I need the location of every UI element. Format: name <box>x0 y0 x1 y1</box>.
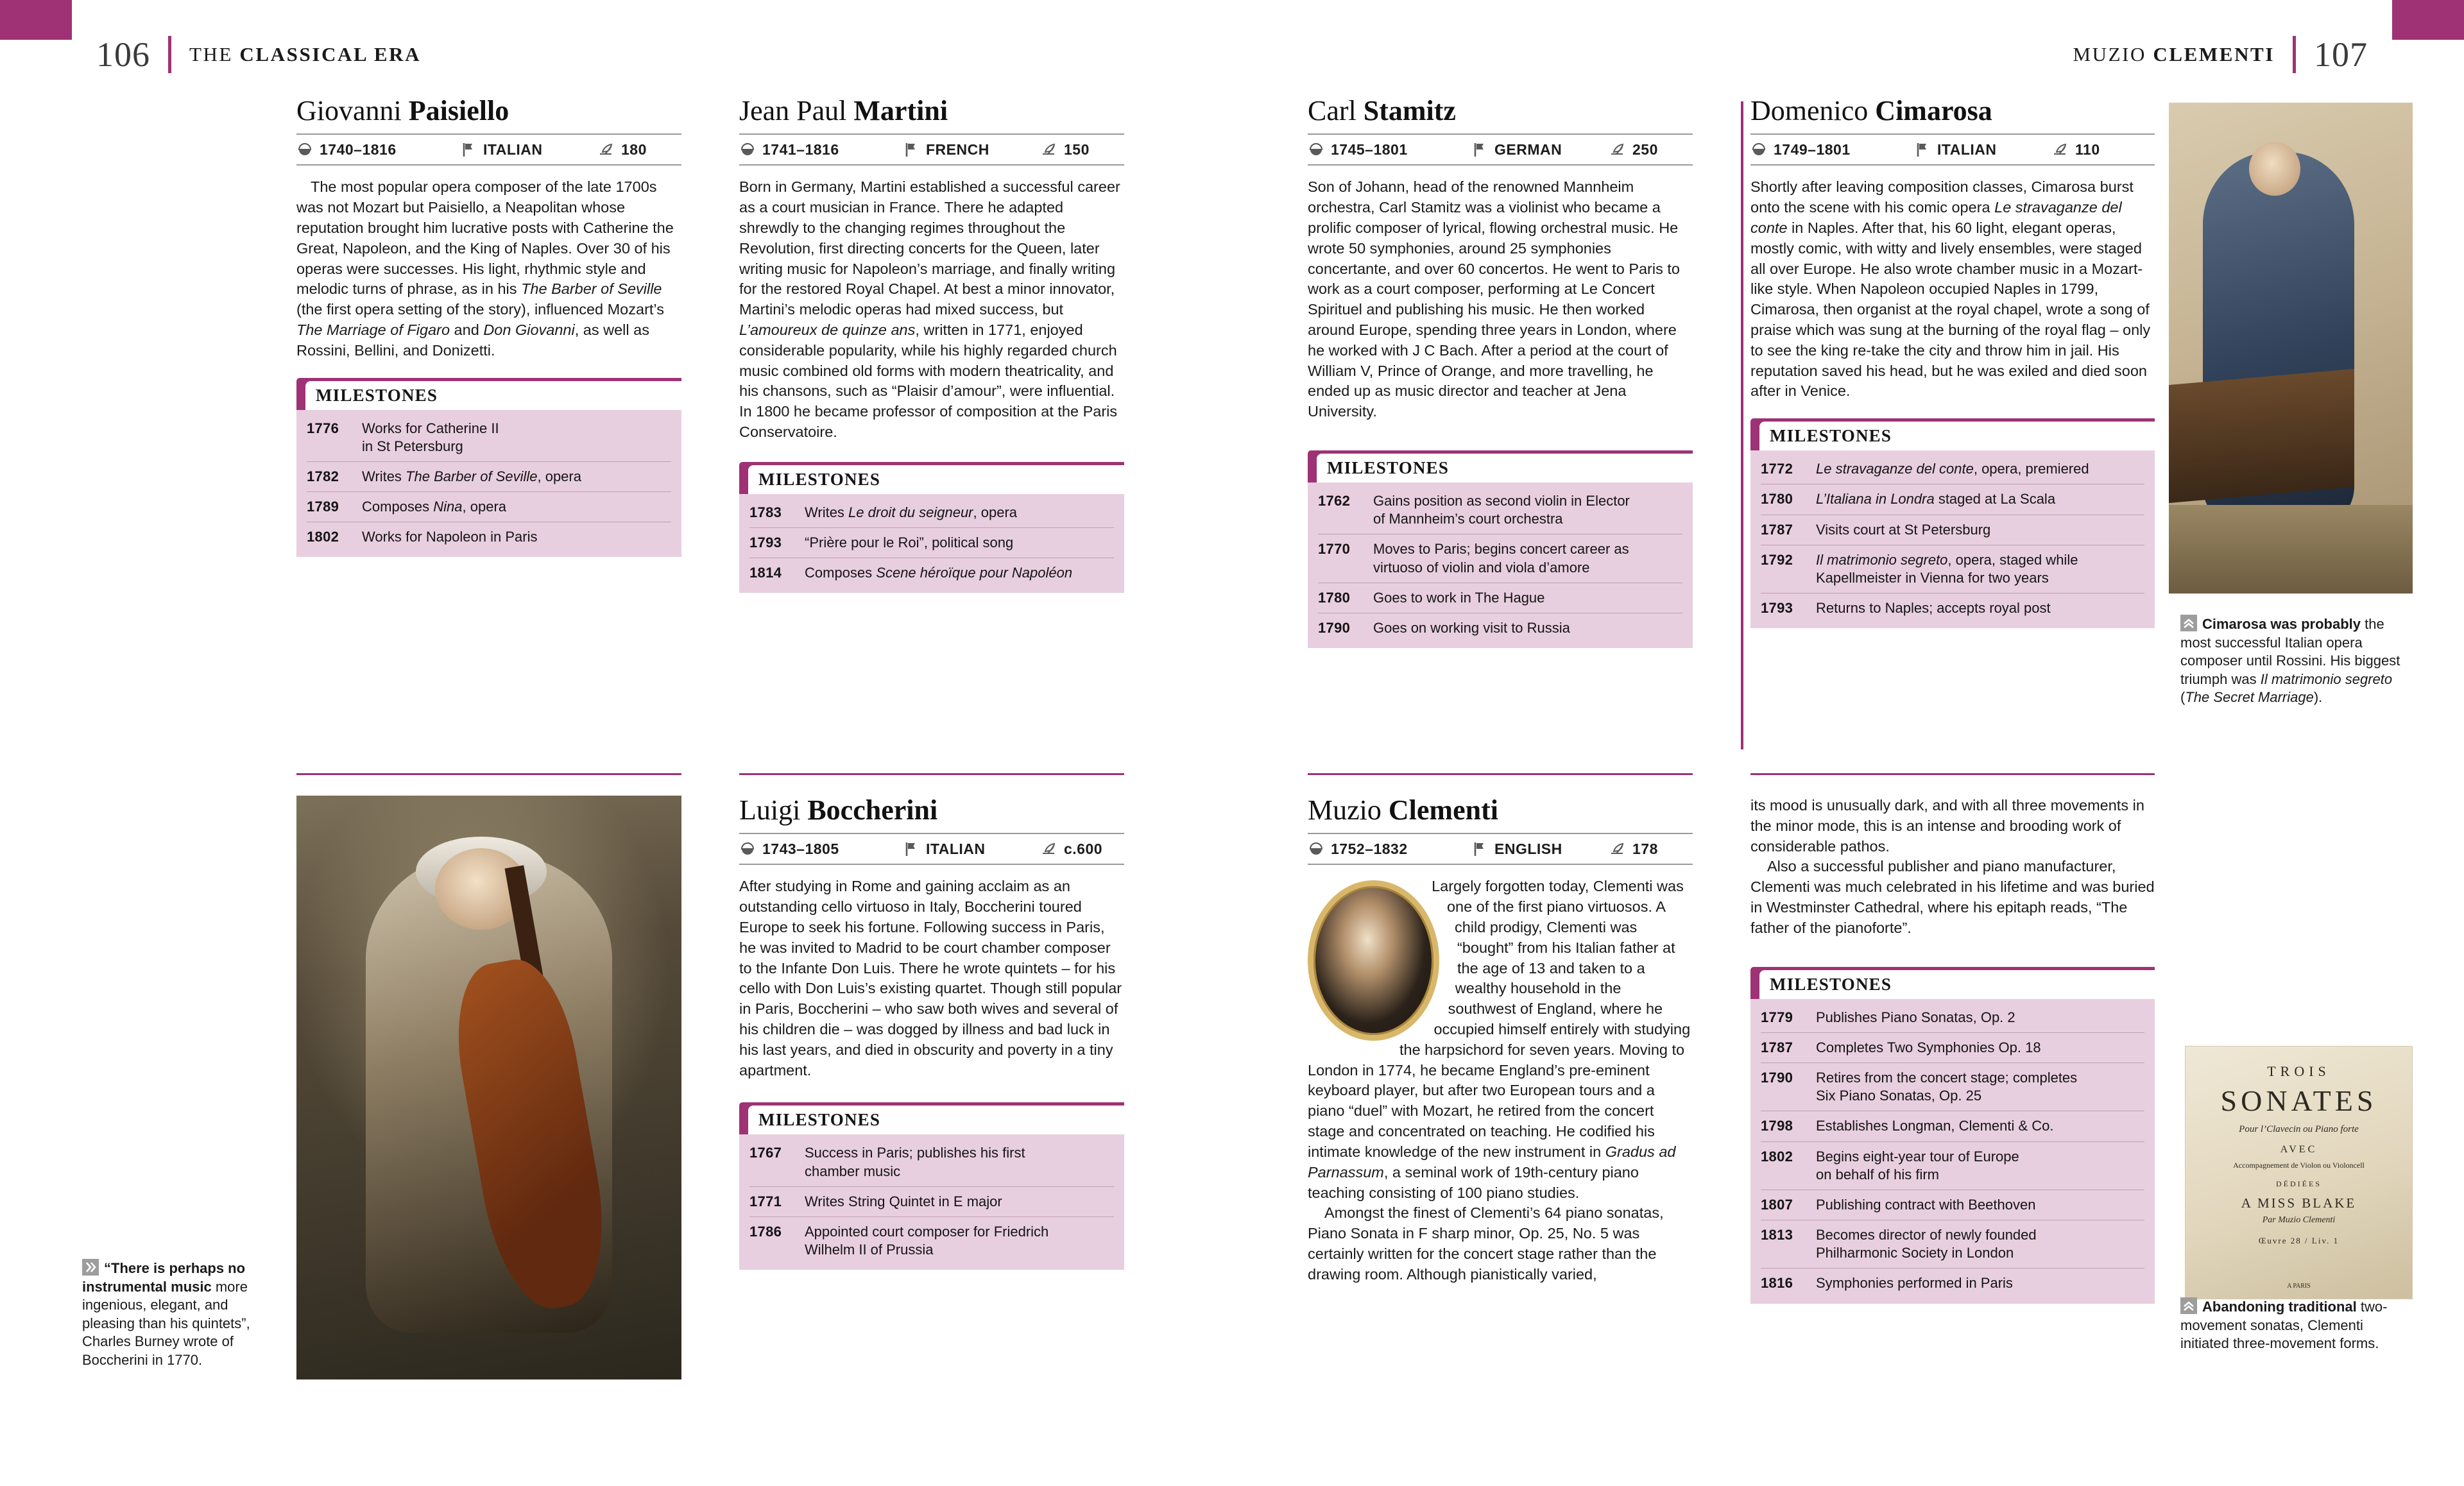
milestone-text: Begins eight-year tour of Europe on behalf of his firm <box>1816 1148 2019 1183</box>
milestones-list <box>1750 450 2155 628</box>
milestone-row <box>307 414 671 461</box>
milestone-year: 1790 <box>1318 619 1351 636</box>
milestones-list <box>1308 483 1693 648</box>
milestone-year: 1771 <box>749 1193 782 1209</box>
milestone-text: Gains position as second violin in Elector of Mannheim’s court orchestra <box>1373 493 1630 527</box>
globe-icon <box>1308 141 1324 158</box>
milestones-list <box>739 1134 1124 1270</box>
milestones-title: MILESTONES <box>758 1110 881 1130</box>
meta-rule-bottom <box>1308 864 1693 865</box>
bio-text-3: its mood is unusually dark, and with all three movements in the minor mode, this is an intense and brooding work of considerable pathos. <box>1750 797 2144 855</box>
milestones-list <box>296 410 681 558</box>
milestone-row <box>1761 1111 2144 1141</box>
milestones-title: MILESTONES <box>1327 458 1450 478</box>
meta-dates-text: 1743–1805 <box>762 840 839 857</box>
meta-rule-bottom <box>739 864 1124 865</box>
milestone-row <box>749 527 1114 558</box>
plate-line-6: DÉDIÉES <box>2276 1179 2322 1188</box>
meta-works-text: 180 <box>621 141 647 158</box>
milestones-box <box>1308 450 1693 648</box>
milestone-row <box>1761 454 2144 484</box>
milestones-header <box>739 1102 1124 1134</box>
globe-icon <box>1308 841 1324 857</box>
milestone-row <box>1318 534 1682 582</box>
flag-icon <box>1471 841 1488 857</box>
composer-bio <box>1308 177 1693 422</box>
milestones-header <box>1308 450 1693 483</box>
milestones-box <box>739 1102 1124 1270</box>
milestone-year: 1780 <box>1318 589 1351 606</box>
plate-line-5: Accompagnement de Violon ou Violoncell <box>2233 1161 2365 1170</box>
plate-line-1: TROIS <box>2267 1063 2331 1079</box>
caption-sonatas-text: Abandoning traditional two-movement sonatas, Clementi initiated three-movement forms. <box>2180 1299 2388 1352</box>
milestone-text: Composes Scene héroïque pour Napoléon <box>805 565 1073 581</box>
milestone-text: Success in Paris; publishes his first chamber music <box>805 1145 1025 1179</box>
meta-dates <box>296 141 460 158</box>
meta-works-text: c.600 <box>1064 840 1103 857</box>
milestone-year: 1814 <box>749 565 782 581</box>
milestone-text: Publishing contract with Beethoven <box>1816 1196 2036 1213</box>
section-divider-right2 <box>1750 773 2155 775</box>
folio-right: 107 <box>2314 35 2368 74</box>
flag-icon <box>1471 141 1488 158</box>
milestone-text: Becomes director of newly founded Philharmonic Society in London <box>1816 1227 2037 1261</box>
meta-dates-text: 1749–1801 <box>1774 141 1851 158</box>
entry-martini <box>739 96 1124 593</box>
meta-nationality <box>903 141 1041 158</box>
quill-icon <box>2052 141 2069 158</box>
milestone-text: Retires from the concert stage; completes Six Piano Sonatas, Op. 25 <box>1816 1070 2078 1104</box>
meta-works <box>2052 141 2155 158</box>
bio-text-2: Amongst the finest of Clementi’s 64 piano sonatas, Piano Sonata in F sharp minor, Op. 25, No. 5 was certainly written for the concert stage rather than the drawing room. Although pianistically varied, <box>1308 1204 1664 1283</box>
runhead-title-right <box>2073 43 2275 66</box>
milestone-text: Writes Le droit du seigneur, opera <box>805 504 1018 520</box>
runhead-left-light: THE <box>189 43 240 65</box>
composer-name <box>1308 796 1693 825</box>
milestone-year: 1792 <box>1761 551 1793 568</box>
meta-works <box>598 141 681 158</box>
meta-nationality <box>1914 141 2052 158</box>
milestone-text: Works for Catherine II in St Petersburg <box>362 420 499 454</box>
milestone-text: Visits court at St Petersburg <box>1816 521 1991 538</box>
runhead-right-bold: CLEMENTI <box>2153 43 2275 65</box>
entry-boccherini <box>739 796 1124 1270</box>
composer-lastname: Stamitz <box>1363 95 1456 126</box>
quill-icon <box>1609 141 1626 158</box>
caption-cimarosa-text: Cimarosa was probably the most successful Italian opera composer until Rossini. His biggest triumph was Il matrimonio segreto (The Secret Marriage). <box>2180 616 2400 706</box>
runhead-rule-left <box>168 36 171 73</box>
milestones-list <box>739 494 1124 593</box>
milestone-row <box>1761 1032 2144 1063</box>
meta-nationality <box>460 141 598 158</box>
milestone-text: Returns to Naples; accepts royal post <box>1816 600 2051 617</box>
milestone-text: “Prière pour le Roi”, political song <box>805 534 1014 551</box>
milestone-row <box>1761 484 2144 514</box>
milestone-year: 1816 <box>1761 1275 1793 1292</box>
meta-works <box>1609 141 1693 158</box>
composer-firstname: Luigi <box>739 794 808 826</box>
milestone-year: 1780 <box>1761 491 1793 508</box>
flag-icon <box>903 141 920 158</box>
milestone-row <box>749 1186 1114 1217</box>
milestone-text: Publishes Piano Sonatas, Op. 2 <box>1816 1009 2015 1025</box>
milestone-year: 1770 <box>1318 541 1351 558</box>
milestone-text: Il matrimonio segreto, opera, staged while Kapellmeister in Vienna for two years <box>1816 551 2078 586</box>
quill-icon <box>1041 141 1057 158</box>
milestones-title: MILESTONES <box>758 469 881 489</box>
runhead-title-left <box>189 43 421 66</box>
milestone-text: Establishes Longman, Clementi & Co. <box>1816 1118 2054 1134</box>
milestone-text: Le stravaganze del conte, opera, premiered <box>1816 461 2089 477</box>
caption-sonatas <box>2180 1297 2392 1353</box>
entry-clementi <box>1308 796 1693 1285</box>
runhead-right <box>2073 33 2368 76</box>
milestone-row <box>749 498 1114 527</box>
composer-firstname: Giovanni <box>296 95 409 126</box>
milestone-row <box>749 1138 1114 1186</box>
meta-nationality <box>903 841 1041 858</box>
milestone-text: Writes The Barber of Seville, opera <box>362 468 581 484</box>
section-divider-right <box>1308 773 1693 775</box>
milestone-row <box>1761 1190 2144 1220</box>
meta-rule-bottom <box>739 164 1124 166</box>
portrait-clementi <box>1308 880 1446 1041</box>
caption-boccherini <box>82 1259 275 1370</box>
milestone-year: 1802 <box>1761 1148 1793 1165</box>
quill-icon <box>598 141 615 158</box>
quill-icon <box>1609 841 1626 857</box>
milestone-text: Moves to Paris; begins concert career as virtuoso of violin and viola d’amore <box>1373 541 1629 576</box>
folio-left: 106 <box>96 35 150 74</box>
milestone-text: Completes Two Symphonies Op. 18 <box>1816 1039 2041 1055</box>
milestones-box <box>1750 418 2155 628</box>
composer-firstname: Jean Paul <box>739 95 854 126</box>
milestones-title: MILESTONES <box>316 385 438 405</box>
plate-line-7: A MISS BLAKE <box>2241 1195 2357 1211</box>
meta-dates-text: 1740–1816 <box>320 141 397 158</box>
milestone-row <box>1761 545 2144 593</box>
composer-name <box>1750 96 2155 126</box>
boccherini-portrait-image <box>296 796 681 1379</box>
meta-works <box>1041 841 1124 858</box>
bio-text: After studying in Rome and gaining acclaim as an outstanding cello virtuoso in Italy, Boccherini toured Europe to seek his fortune. Following success in Paris, he was invited to Madrid to be court chamber composer to the Infante Don Luis. There he wrote quintets – for his cello with Don Luis’s existing quartet. Though still popular in Paris, Boccherini – who saw both wives and several of his children die – was dogged by illness and bad luck in his last years, and died in obscurity and poverty in a tiny apartment. <box>739 878 1122 1079</box>
runhead-left <box>96 33 421 76</box>
milestone-year: 1793 <box>749 534 782 551</box>
caption-cimarosa <box>2180 615 2402 707</box>
runhead-right-light: MUZIO <box>2073 43 2153 65</box>
bio-text: Shortly after leaving composition classes, Cimarosa burst onto the scene with his comic opera Le stravaganze del conte in Naples. After that, his 60 light, elegant operas, mostly comic, with witty and lively ensembles, were staged all over Europe. He also wrote chamber music in a Mozart-like style. When Napoleon occupied Naples in 1799, Cimarosa, then organist at the royal chapel, wrote a song of praise which was sung at the burning of the royal flag – only to see the king re-take the city and throw him in jail. His reputation saved his head, but he was exiled and died soon after in Venice. <box>1750 178 2151 400</box>
meta-nationality-text: GERMAN <box>1494 141 1562 158</box>
entry-cimarosa <box>1750 96 2155 628</box>
meta-nationality-text: ENGLISH <box>1494 840 1562 857</box>
milestone-row <box>1318 613 1682 643</box>
milestone-year: 1793 <box>1761 600 1793 617</box>
composer-name <box>739 96 1124 126</box>
meta-dates-text: 1745–1801 <box>1331 141 1408 158</box>
meta-nationality <box>1471 141 1609 158</box>
plate-line-4: AVEC <box>2280 1144 2318 1155</box>
milestones-header <box>1750 418 2155 450</box>
meta-works <box>1609 841 1693 858</box>
milestones-title: MILESTONES <box>1770 974 1892 994</box>
composer-name <box>739 796 1124 825</box>
runhead-rule-right <box>2293 36 2296 73</box>
composer-meta <box>1308 834 1693 864</box>
plate-line-10: A PARIS <box>2287 1283 2311 1290</box>
composer-firstname: Domenico <box>1750 95 1876 126</box>
milestone-year: 1813 <box>1761 1227 1793 1243</box>
globe-icon <box>296 141 313 158</box>
composer-lastname: Martini <box>853 95 948 126</box>
milestone-row <box>1318 583 1682 613</box>
meta-dates-text: 1752–1832 <box>1331 840 1408 857</box>
milestone-row <box>1761 515 2144 545</box>
meta-rule-bottom <box>1750 164 2155 166</box>
milestones-box <box>1750 967 2155 1304</box>
composer-lastname: Paisiello <box>408 95 509 126</box>
corner-tab-left <box>0 0 72 40</box>
double-chevron-up-icon <box>2180 1297 2197 1314</box>
milestones-box <box>296 378 681 558</box>
composer-bio <box>739 876 1124 1080</box>
milestone-year: 1786 <box>749 1223 782 1240</box>
globe-icon <box>739 841 756 857</box>
milestone-text: L’Italiana in Londra staged at La Scala <box>1816 491 2056 508</box>
meta-works-text: 250 <box>1632 141 1658 158</box>
milestones-header <box>296 378 681 410</box>
milestone-text: Goes to work in The Hague <box>1373 589 1545 606</box>
globe-icon <box>1750 141 1767 158</box>
meta-nationality <box>1471 841 1609 858</box>
milestone-year: 1772 <box>1761 461 1793 477</box>
meta-dates <box>1750 141 1914 158</box>
milestone-year: 1779 <box>1761 1009 1793 1025</box>
milestone-row <box>749 1217 1114 1265</box>
spine-rule <box>1741 101 1743 749</box>
meta-dates <box>739 141 903 158</box>
milestones-header <box>739 462 1124 494</box>
double-chevron-up-icon <box>2180 615 2197 631</box>
plate-line-8: Par Muzio Clementi <box>2262 1215 2336 1225</box>
meta-works <box>1041 141 1124 158</box>
milestone-text: Writes String Quintet in E major <box>805 1193 1002 1209</box>
composer-firstname: Muzio <box>1308 794 1389 826</box>
meta-dates <box>1308 841 1471 858</box>
milestone-text: Composes Nina, opera <box>362 499 507 515</box>
milestone-row <box>749 558 1114 588</box>
corner-tab-right <box>2392 0 2464 40</box>
milestone-year: 1798 <box>1761 1118 1793 1134</box>
entry-paisiello <box>296 96 681 557</box>
plate-line-9: Œuvre 28 / Liv. 1 <box>2258 1236 2340 1245</box>
meta-nationality-text: ITALIAN <box>483 141 543 158</box>
milestone-text: Symphonies performed in Paris <box>1816 1275 2013 1292</box>
milestone-year: 1802 <box>307 529 339 545</box>
milestone-row <box>1761 1220 2144 1268</box>
plate-line-3: Pour l’Clavecin ou Piano forte <box>2239 1124 2359 1134</box>
meta-dates-text: 1741–1816 <box>762 141 839 158</box>
composer-meta <box>739 135 1124 164</box>
bio-text: The most popular opera composer of the late 1700s was not Mozart but Paisiello, a Neapolitan whose reputation brought him lucrative posts with Catherine the Great, Napoleon, and the King of Naples. Over 30 of his operas were successes. His light, rhythmic style and melodic turns of phrase, as in his The Barber of Seville (the first opera setting of the story), influenced Mozart’s The Marriage of Figaro and Don Giovanni, as well as Rossini, Bellini, and Donizetti. <box>296 178 674 359</box>
composer-bio <box>296 177 681 361</box>
milestone-year: 1787 <box>1761 1039 1793 1055</box>
composer-lastname: Boccherini <box>807 794 938 826</box>
bio-text: Son of Johann, head of the renowned Mannheim orchestra, Carl Stamitz was a violinist who became a prolific composer of lyrical, flowing orchestral music. He wrote 50 symphonies, around 25 symphonies concertante, and over 60 concertos. He went to Paris to work as a court composer, performing at Le Concert Spirituel and publishing his music. He then worked around Europe, spending three years in London, where he worked with J C Bach. After a period at the court of William V, Prince of Orange, and more travelling, he ended up as music director and teacher at Jena University. <box>1308 178 1680 420</box>
meta-nationality-text: ITALIAN <box>1937 141 1997 158</box>
milestone-year: 1789 <box>307 499 339 515</box>
milestone-row <box>1761 593 2144 623</box>
meta-rule-bottom <box>1308 164 1693 166</box>
section-divider-left2 <box>739 773 1124 775</box>
composer-bio <box>739 177 1124 443</box>
meta-dates <box>739 841 903 858</box>
milestone-text: Goes on working visit to Russia <box>1373 619 1570 636</box>
milestone-year: 1776 <box>307 420 339 436</box>
double-chevron-right-icon <box>82 1259 99 1276</box>
milestone-text: Works for Napoleon in Paris <box>362 529 538 545</box>
entry-stamitz <box>1308 96 1693 648</box>
flag-icon <box>1914 141 1931 158</box>
composer-name <box>1308 96 1693 126</box>
meta-works-text: 178 <box>1632 840 1658 857</box>
bio-text-4: Also a successful publisher and piano manufacturer, Clementi was much celebrated in his lifetime and was buried in Westminster Cathedral, where his epitaph reads, “The father of the pianoforte”. <box>1750 858 2155 936</box>
meta-works-text: 110 <box>2075 141 2100 158</box>
meta-nationality-text: ITALIAN <box>926 840 986 857</box>
composer-meta <box>1308 135 1693 164</box>
composer-firstname: Carl <box>1308 95 1364 126</box>
composer-meta <box>739 834 1124 864</box>
milestone-year: 1767 <box>749 1145 782 1161</box>
milestone-row <box>307 491 671 522</box>
flag-icon <box>903 841 920 857</box>
milestone-year: 1762 <box>1318 493 1351 509</box>
milestone-row <box>1761 1003 2144 1032</box>
composer-bio <box>1308 876 1693 1285</box>
milestone-row <box>1761 1268 2144 1298</box>
composer-bio <box>1750 177 2155 402</box>
bio-text: Born in Germany, Martini established a successful career as a court musician in France. There he adapted shrewdly to the changing regimes throughout the Revolution, first directing concerts for the Queen, later writing music for Napoleon’s marriage, and finally writing for the restored Royal Chapel. At best a minor innovator, Martini’s melodic operas had mixed success, but L’amoureux de quinze ans, written in 1771, enjoyed considerable popularity, while his highly regarded church music combined old forms with modern theatricality, and his chansons, such as “Plaisir d’amour”, were influential. In 1800 he became professor of composition at the Paris Conservatoire. <box>739 178 1120 441</box>
cimarosa-engraving-image <box>2169 103 2413 594</box>
flag-icon <box>460 141 477 158</box>
milestone-row <box>1761 1141 2144 1190</box>
milestone-row <box>307 461 671 491</box>
milestones-list <box>1750 999 2155 1304</box>
meta-dates <box>1308 141 1471 158</box>
milestone-row <box>1318 486 1682 534</box>
milestone-row <box>1761 1063 2144 1111</box>
milestones-title: MILESTONES <box>1770 426 1892 446</box>
caption-boccherini-text: “There is perhaps no instrumental music more ingenious, elegant, and pleasing than his quintets”, Charles Burney wrote of Boccherini in 1770. <box>82 1260 250 1368</box>
milestone-year: 1790 <box>1761 1070 1793 1086</box>
meta-nationality-text: FRENCH <box>926 141 989 158</box>
sonates-titlepage-image <box>2185 1046 2413 1299</box>
quill-icon <box>1041 841 1057 857</box>
meta-rule-bottom <box>296 164 681 166</box>
runhead-left-bold: CLASSICAL ERA <box>239 43 422 65</box>
plate-line-2: SONATES <box>2220 1084 2377 1117</box>
entry-clementi-continued <box>1750 796 2155 1304</box>
milestone-year: 1783 <box>749 504 782 520</box>
milestone-year: 1782 <box>307 468 339 484</box>
section-divider-left <box>296 773 681 775</box>
meta-works-text: 150 <box>1064 141 1090 158</box>
milestone-year: 1787 <box>1761 521 1793 538</box>
milestones-box <box>739 462 1124 593</box>
globe-icon <box>739 141 756 158</box>
milestone-year: 1807 <box>1761 1196 1793 1213</box>
milestone-text: Appointed court composer for Friedrich Wilhelm II of Prussia <box>805 1223 1049 1258</box>
composer-lastname: Cimarosa <box>1875 95 1992 126</box>
milestones-header <box>1750 967 2155 999</box>
milestone-row <box>307 522 671 552</box>
composer-name <box>296 96 681 126</box>
composer-meta <box>296 135 681 164</box>
composer-meta <box>1750 135 2155 164</box>
composer-lastname: Clementi <box>1388 794 1498 826</box>
bio-text: Largely forgotten today, Clementi was one of the first piano virtuosos. A child prodigy, Clementi was “bought” from his Italian father at the age of 13 and taken to a wealthy household in the southwest of England, where he occupied himself entirely with studying the harpsichord for seven years. Moving to London in 1774, he became England’s pre-eminent keyboard player, but after two European tours and a piano “duel” with Mozart, he retired from the concert stage and concentrated on teaching. He codified his intimate knowledge of the new instrument in Gradus ad Parnassum, a seminal work of 19th-century piano teaching consisting of 100 piano studies. <box>1308 878 1691 1201</box>
